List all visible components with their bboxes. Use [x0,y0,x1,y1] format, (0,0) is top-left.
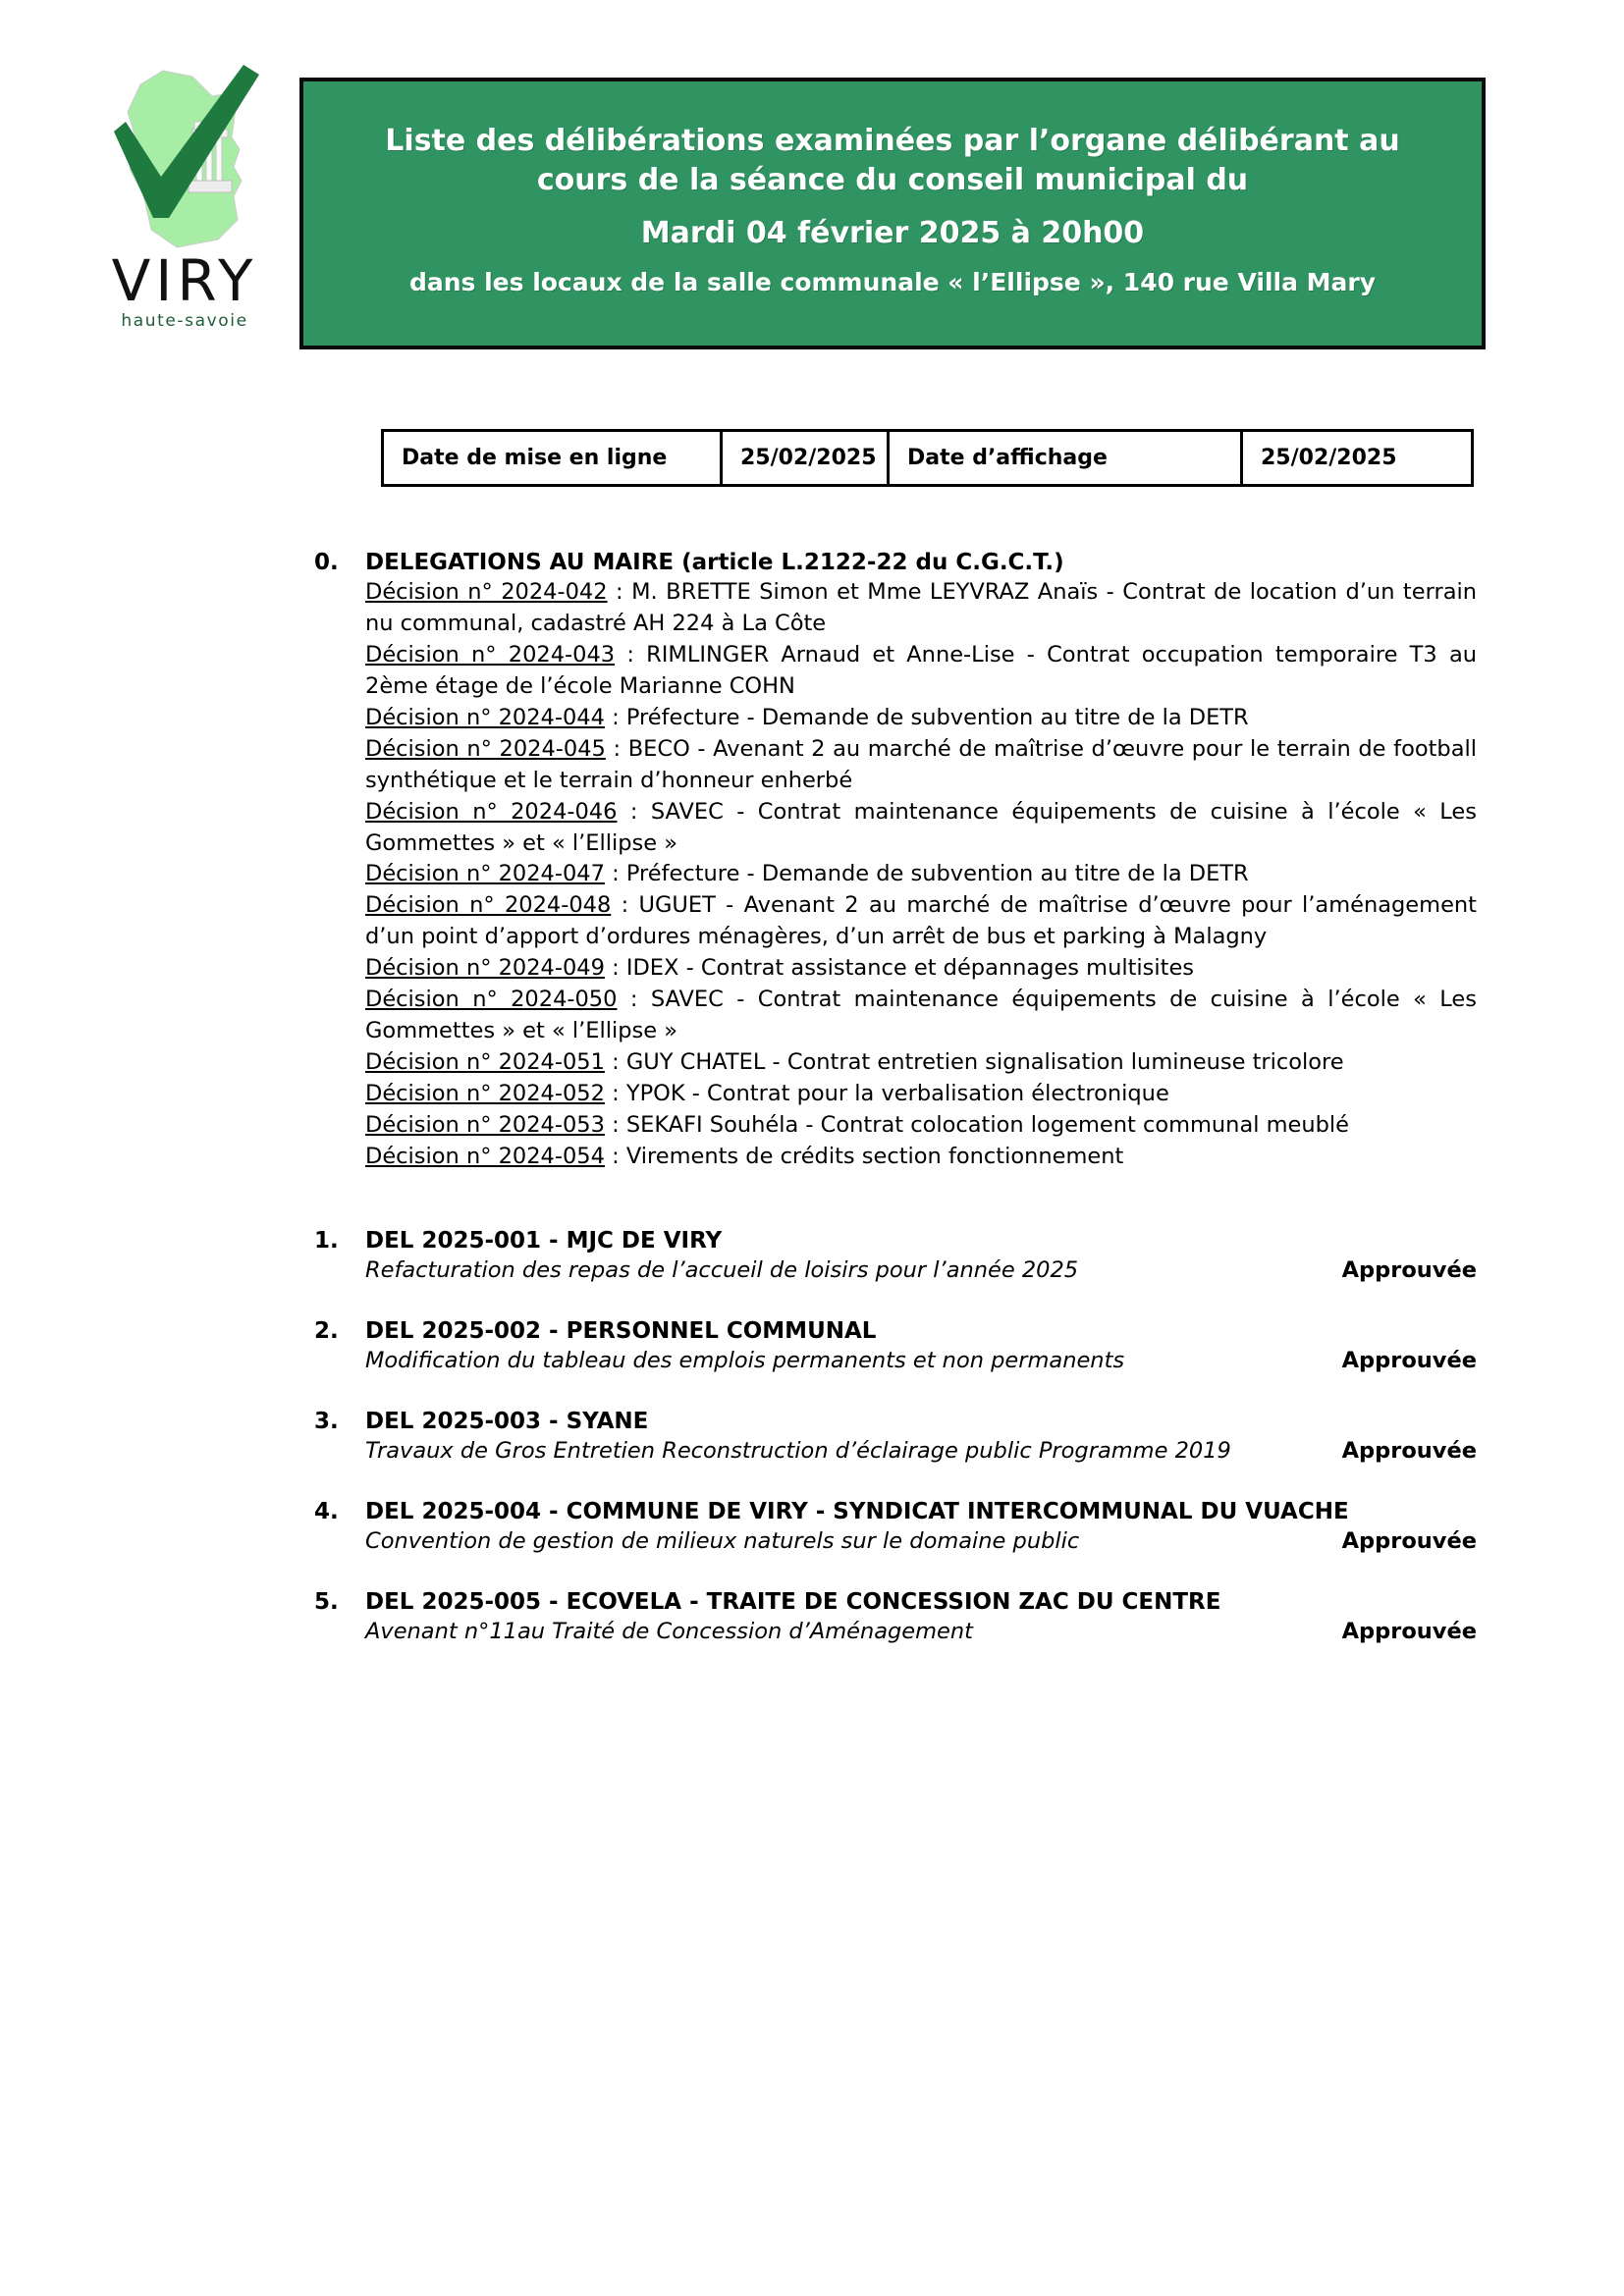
list-item [365,1047,1477,1079]
document-body [0,550,1624,1680]
decision-label: Décision n° 2024-051 [365,1049,605,1076]
deliberation-number: 5. [314,1588,339,1615]
logo-wordmark: VIRY [111,247,258,314]
deliberation-detail [365,1619,1477,1644]
decision-label: Décision n° 2024-043 [365,641,616,667]
decision-label: Décision n° 2024-054 [365,1143,605,1169]
deliberation-title: DEL 2025-001 - MJC DE VIRY [365,1227,723,1254]
decision-label: Décision n° 2024-053 [365,1111,605,1138]
decision-label: Décision n° 2024-042 [365,579,608,605]
decision-list [365,577,1477,1173]
commune-shield-check-icon [86,47,283,258]
decision-label: Décision n° 2024-048 [365,892,612,919]
title-banner [299,78,1486,349]
deliberation-number: 2. [314,1317,339,1344]
deliberation-heading [314,1228,1477,1254]
logo-subtitle: haute-savoie [121,311,248,331]
decision-text: : M. BRETTE Simon et Mme LEYVRAZ Anaïs - Contrat de location d’un terrain nu communal, cadastré AH 224 à La Côte [365,579,1477,636]
decision-text: : RIMLINGER Arnaud et Anne-Lise - Contrat occupation temporaire T3 au 2ème étage de l’école Marianne COHN [365,641,1477,699]
list-item [365,577,1477,640]
list-item [365,953,1477,985]
list-item [314,1228,1477,1283]
publication-dates-table [381,429,1471,487]
deliberation-title: DEL 2025-003 - SYANE [365,1408,649,1434]
decision-text: : SAVEC - Contrat maintenance équipements de cuisine à l’école « Les Gommettes » et « l’Ellipse » [365,798,1477,856]
deliberation-title: DEL 2025-005 - ECOVELA - TRAITE DE CONCESSION ZAC DU CENTRE [365,1588,1221,1615]
decision-text: : YPOK - Contrat pour la verbalisation électronique [604,1081,1169,1106]
title-line-3: Mardi 04 février 2025 à 20h00 [640,216,1145,251]
deliberation-number: 1. [314,1227,339,1254]
title-line-2: cours de la séance du conseil municipal du [536,163,1249,198]
decision-label: Décision n° 2024-050 [365,987,618,1013]
list-item [314,1409,1477,1464]
label-date-affichage: Date d’affichage [889,431,1242,486]
decision-text: : Virements de crédits section fonctionnement [604,1143,1124,1169]
deliberation-subject: Modification du tableau des emplois permanents et non permanents [365,1347,1125,1373]
list-item [365,859,1477,890]
list-item [314,1589,1477,1644]
list-item [365,797,1477,860]
title-line-1: Liste des délibérations examinées par l’organe délibérant au [385,124,1400,159]
list-item [314,1499,1477,1554]
viry-logo [86,47,298,351]
deliberation-heading [314,1409,1477,1434]
deliberation-subject: Avenant n°11au Traité de Concession d’Aménagement [365,1618,973,1644]
section-number: 0. [314,550,339,575]
list-item [365,1079,1477,1110]
status-badge: Approuvée [1341,1527,1477,1554]
status-badge: Approuvée [1341,1618,1477,1644]
deliberation-heading [314,1589,1477,1615]
decision-label: Décision n° 2024-046 [365,798,618,825]
deliberation-subject: Refacturation des repas de l’accueil de loisirs pour l’année 2025 [365,1256,1079,1283]
list-item [314,1318,1477,1373]
list-item [365,703,1477,734]
list-item [365,640,1477,703]
decision-label: Décision n° 2024-045 [365,735,606,762]
deliberation-number: 3. [314,1408,339,1434]
decision-label: Décision n° 2024-044 [365,704,605,730]
decision-text: : Préfecture - Demande de subvention au titre de la DETR [604,861,1249,887]
deliberation-detail [365,1348,1477,1373]
decision-text: : SAVEC - Contrat maintenance équipements de cuisine à l’école « Les Gommettes » et « l’Ellipse » [365,987,1477,1044]
deliberation-detail [365,1438,1477,1464]
decision-text: : Préfecture - Demande de subvention au titre de la DETR [604,704,1249,730]
decision-label: Décision n° 2024-049 [365,955,605,982]
deliberation-subject: Convention de gestion de milieux naturels sur le domaine public [365,1527,1080,1554]
deliberation-heading [314,1499,1477,1524]
list-item [365,734,1477,797]
decision-label: Décision n° 2024-047 [365,861,605,887]
table-row [383,431,1473,486]
decision-text: : IDEX - Contrat assistance et dépannages multisites [604,955,1195,982]
value-date-affichage: 25/02/2025 [1242,431,1473,486]
deliberation-title: DEL 2025-004 - COMMUNE DE VIRY - SYNDICAT INTERCOMMUNAL DU VUACHE [365,1498,1349,1524]
deliberation-detail [365,1528,1477,1554]
value-date-mise-en-ligne: 25/02/2025 [722,431,889,486]
status-badge: Approuvée [1341,1347,1477,1373]
label-date-mise-en-ligne: Date de mise en ligne [383,431,722,486]
viry-logo-mark [86,47,283,258]
deliberation-title: DEL 2025-002 - PERSONNEL COMMUNAL [365,1317,877,1344]
section-title: DELEGATIONS AU MAIRE (article L.2122-22 du C.G.C.T.) [365,550,1064,575]
deliberation-detail [365,1257,1477,1283]
list-item [365,1142,1477,1173]
decision-label: Décision n° 2024-052 [365,1081,605,1106]
decision-text: : BECO - Avenant 2 au marché de maîtrise d’œuvre pour le terrain de football synthétique et le terrain d’honneur enherbé [365,735,1477,793]
deliberation-subject: Travaux de Gros Entretien Reconstruction d’éclairage public Programme 2019 [365,1437,1231,1464]
status-badge: Approuvée [1341,1437,1477,1464]
list-item [365,985,1477,1047]
deliberations-list [314,1228,1477,1644]
decision-text: : UGUET - Avenant 2 au marché de maîtrise d’œuvre pour l’aménagement d’un point d’apport d’ordures ménagères, d’un arrêt de bus et parking à Malagny [365,892,1477,950]
title-line-4: dans les locaux de la salle communale « l’Ellipse », 140 rue Villa Mary [408,268,1377,297]
list-item [365,890,1477,953]
document-header [0,0,1624,470]
deliberation-heading [314,1318,1477,1344]
section-delegations-heading [314,550,1477,575]
deliberation-number: 4. [314,1498,339,1524]
list-item [365,1110,1477,1142]
section-delegations [314,550,1477,1173]
decision-text: : SEKAFI Souhéla - Contrat colocation logement communal meublé [604,1111,1350,1138]
decision-text: : GUY CHATEL - Contrat entretien signalisation lumineuse tricolore [604,1049,1344,1076]
status-badge: Approuvée [1341,1256,1477,1283]
